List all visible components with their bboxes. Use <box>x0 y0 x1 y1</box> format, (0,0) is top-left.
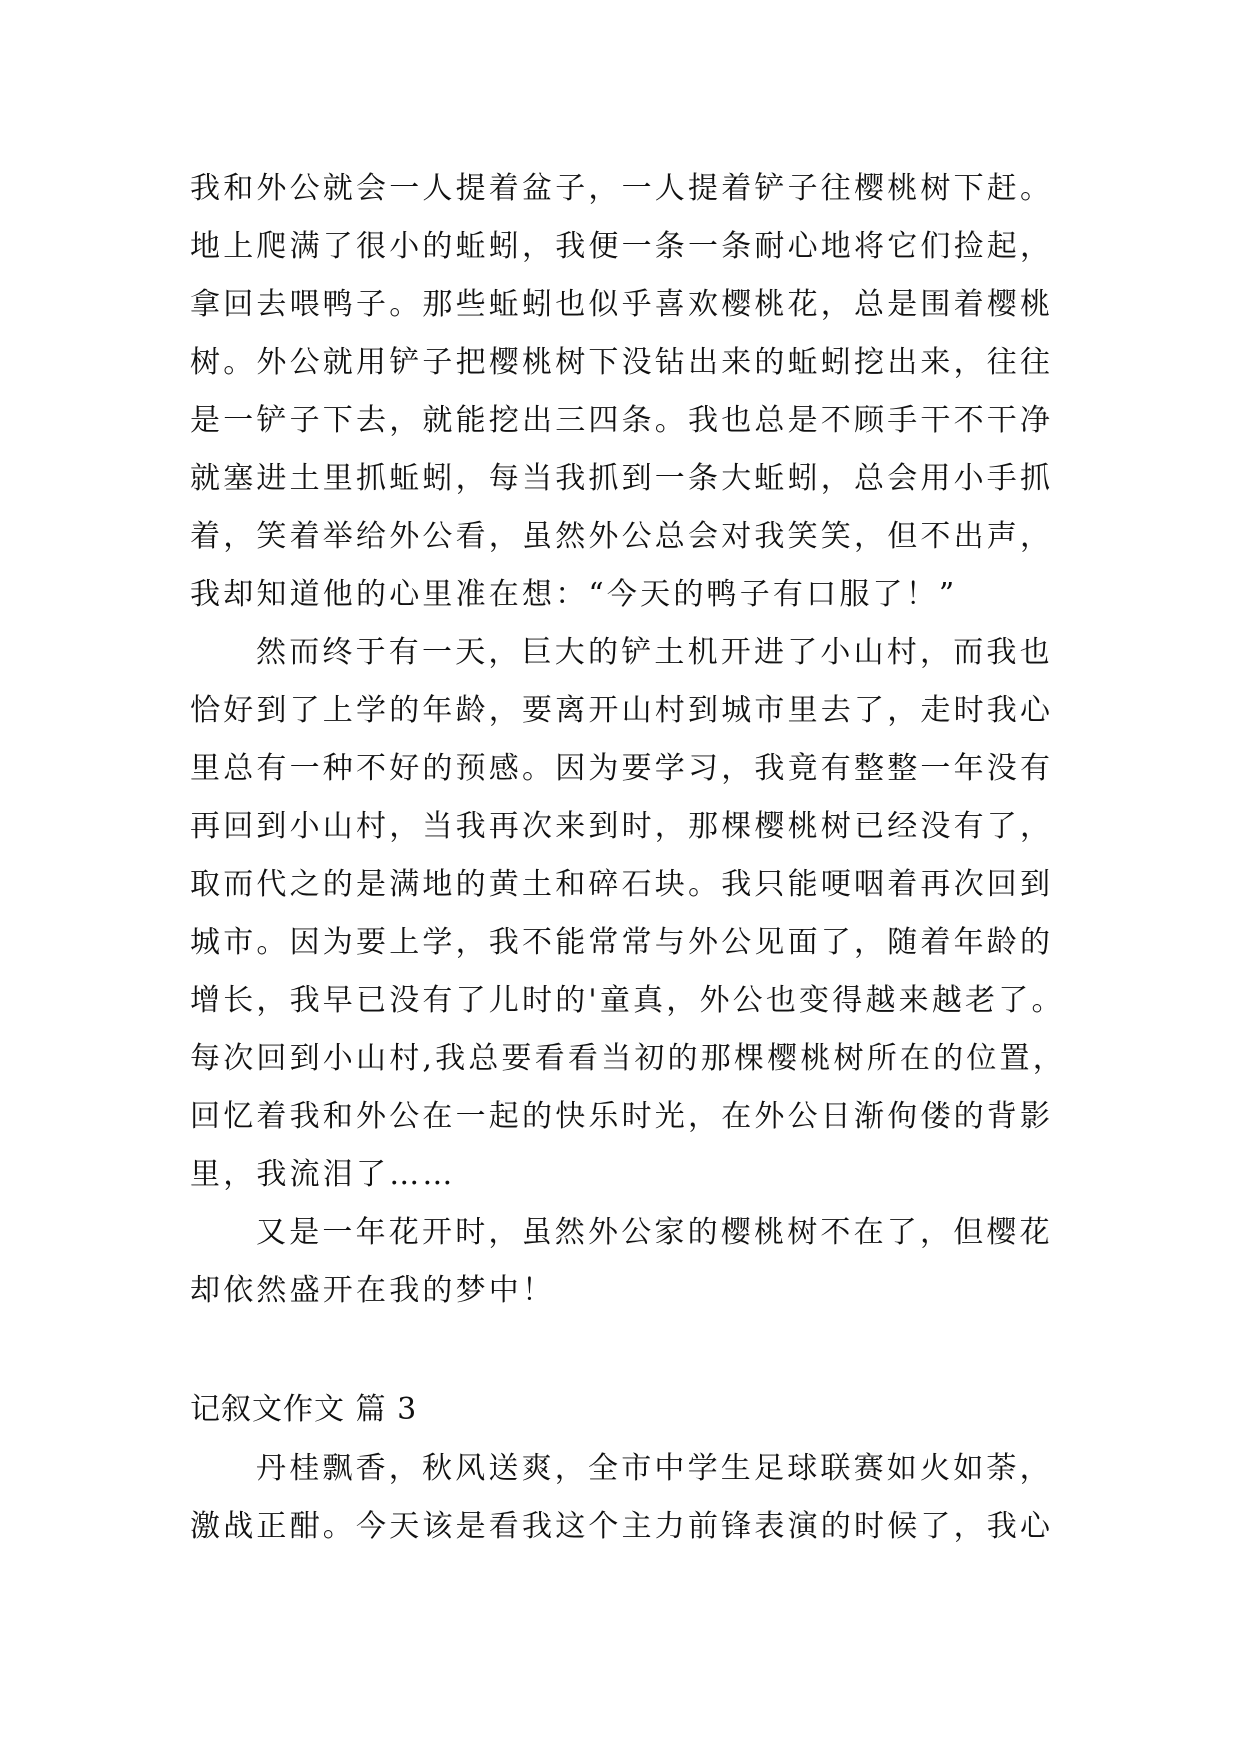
paragraph-1 <box>190 160 1070 624</box>
paragraph-line: 拿回去喂鸭子。那些蚯蚓也似乎喜欢樱桃花，总是围着樱桃 <box>190 287 1054 322</box>
paragraph-2 <box>190 624 1070 1204</box>
paragraph-3 <box>190 1204 1070 1320</box>
paragraph-line: 激战正酣。今天该是看我这个主力前锋表演的时候了，我心 <box>190 1509 1054 1544</box>
paragraph-line: 城市。因为要上学，我不能常常与外公见面了，随着年龄的 <box>190 925 1054 960</box>
paragraph-line: 再回到小山村，当我再次来到时，那棵樱桃树已经没有了， <box>190 809 1054 844</box>
paragraph-line: 就塞进土里抓蚯蚓，每当我抓到一条大蚯蚓，总会用小手抓 <box>190 461 1054 496</box>
paragraph-line: 每次回到小山村,我总要看看当初的那棵樱桃树所在的位置， <box>190 1041 1066 1076</box>
document-body <box>190 160 1070 1556</box>
paragraph-line: 着，笑着举给外公看，虽然外公总会对我笑笑，但不出声， <box>190 519 1054 554</box>
paragraph-line: 里，我流泪了…… <box>190 1157 456 1192</box>
paragraph-line: 取而代之的是满地的黄土和碎石块。我只能哽咽着再次回到 <box>190 867 1054 902</box>
paragraph-line: 里总有一种不好的预感。因为要学习，我竟有整整一年没有 <box>190 751 1054 786</box>
paragraph-line: 回忆着我和外公在一起的快乐时光，在外公日渐佝偻的背影 <box>190 1099 1054 1134</box>
paragraph-line: 恰好到了上学的年龄，要离开山村到城市里去了，走时我心 <box>190 693 1054 728</box>
paragraph-line: 然而终于有一天，巨大的铲土机开进了小山村，而我也 <box>256 635 1053 670</box>
paragraph-line: 是一铲子下去，就能挖出三四条。我也总是不顾手干不干净 <box>190 403 1054 438</box>
paragraph-line: 又是一年花开时，虽然外公家的樱桃树不在了，但樱花 <box>256 1215 1053 1250</box>
paragraph-line: 地上爬满了很小的蚯蚓，我便一条一条耐心地将它们捡起， <box>190 229 1054 264</box>
paragraph-line: 却依然盛开在我的梦中！ <box>190 1273 556 1308</box>
section-heading: 记叙文作文 篇 3 <box>190 1392 418 1427</box>
paragraph-line: 我和外公就会一人提着盆子，一人提着铲子往樱桃树下赶。 <box>190 171 1054 206</box>
paragraph-line: 丹桂飘香，秋风送爽，全市中学生足球联赛如火如荼， <box>256 1451 1053 1486</box>
paragraph-line: 我却知道他的心里准在想：“今天的鸭子有口服了！” <box>190 577 958 612</box>
section-paragraph <box>190 1440 1070 1556</box>
section-spacer <box>190 1320 1070 1380</box>
paragraph-line: 树。外公就用铲子把樱桃树下没钻出来的蚯蚓挖出来，往往 <box>190 345 1054 380</box>
paragraph-line: 增长，我早已没有了儿时的'童真，外公也变得越来越老了。 <box>190 983 1065 1018</box>
